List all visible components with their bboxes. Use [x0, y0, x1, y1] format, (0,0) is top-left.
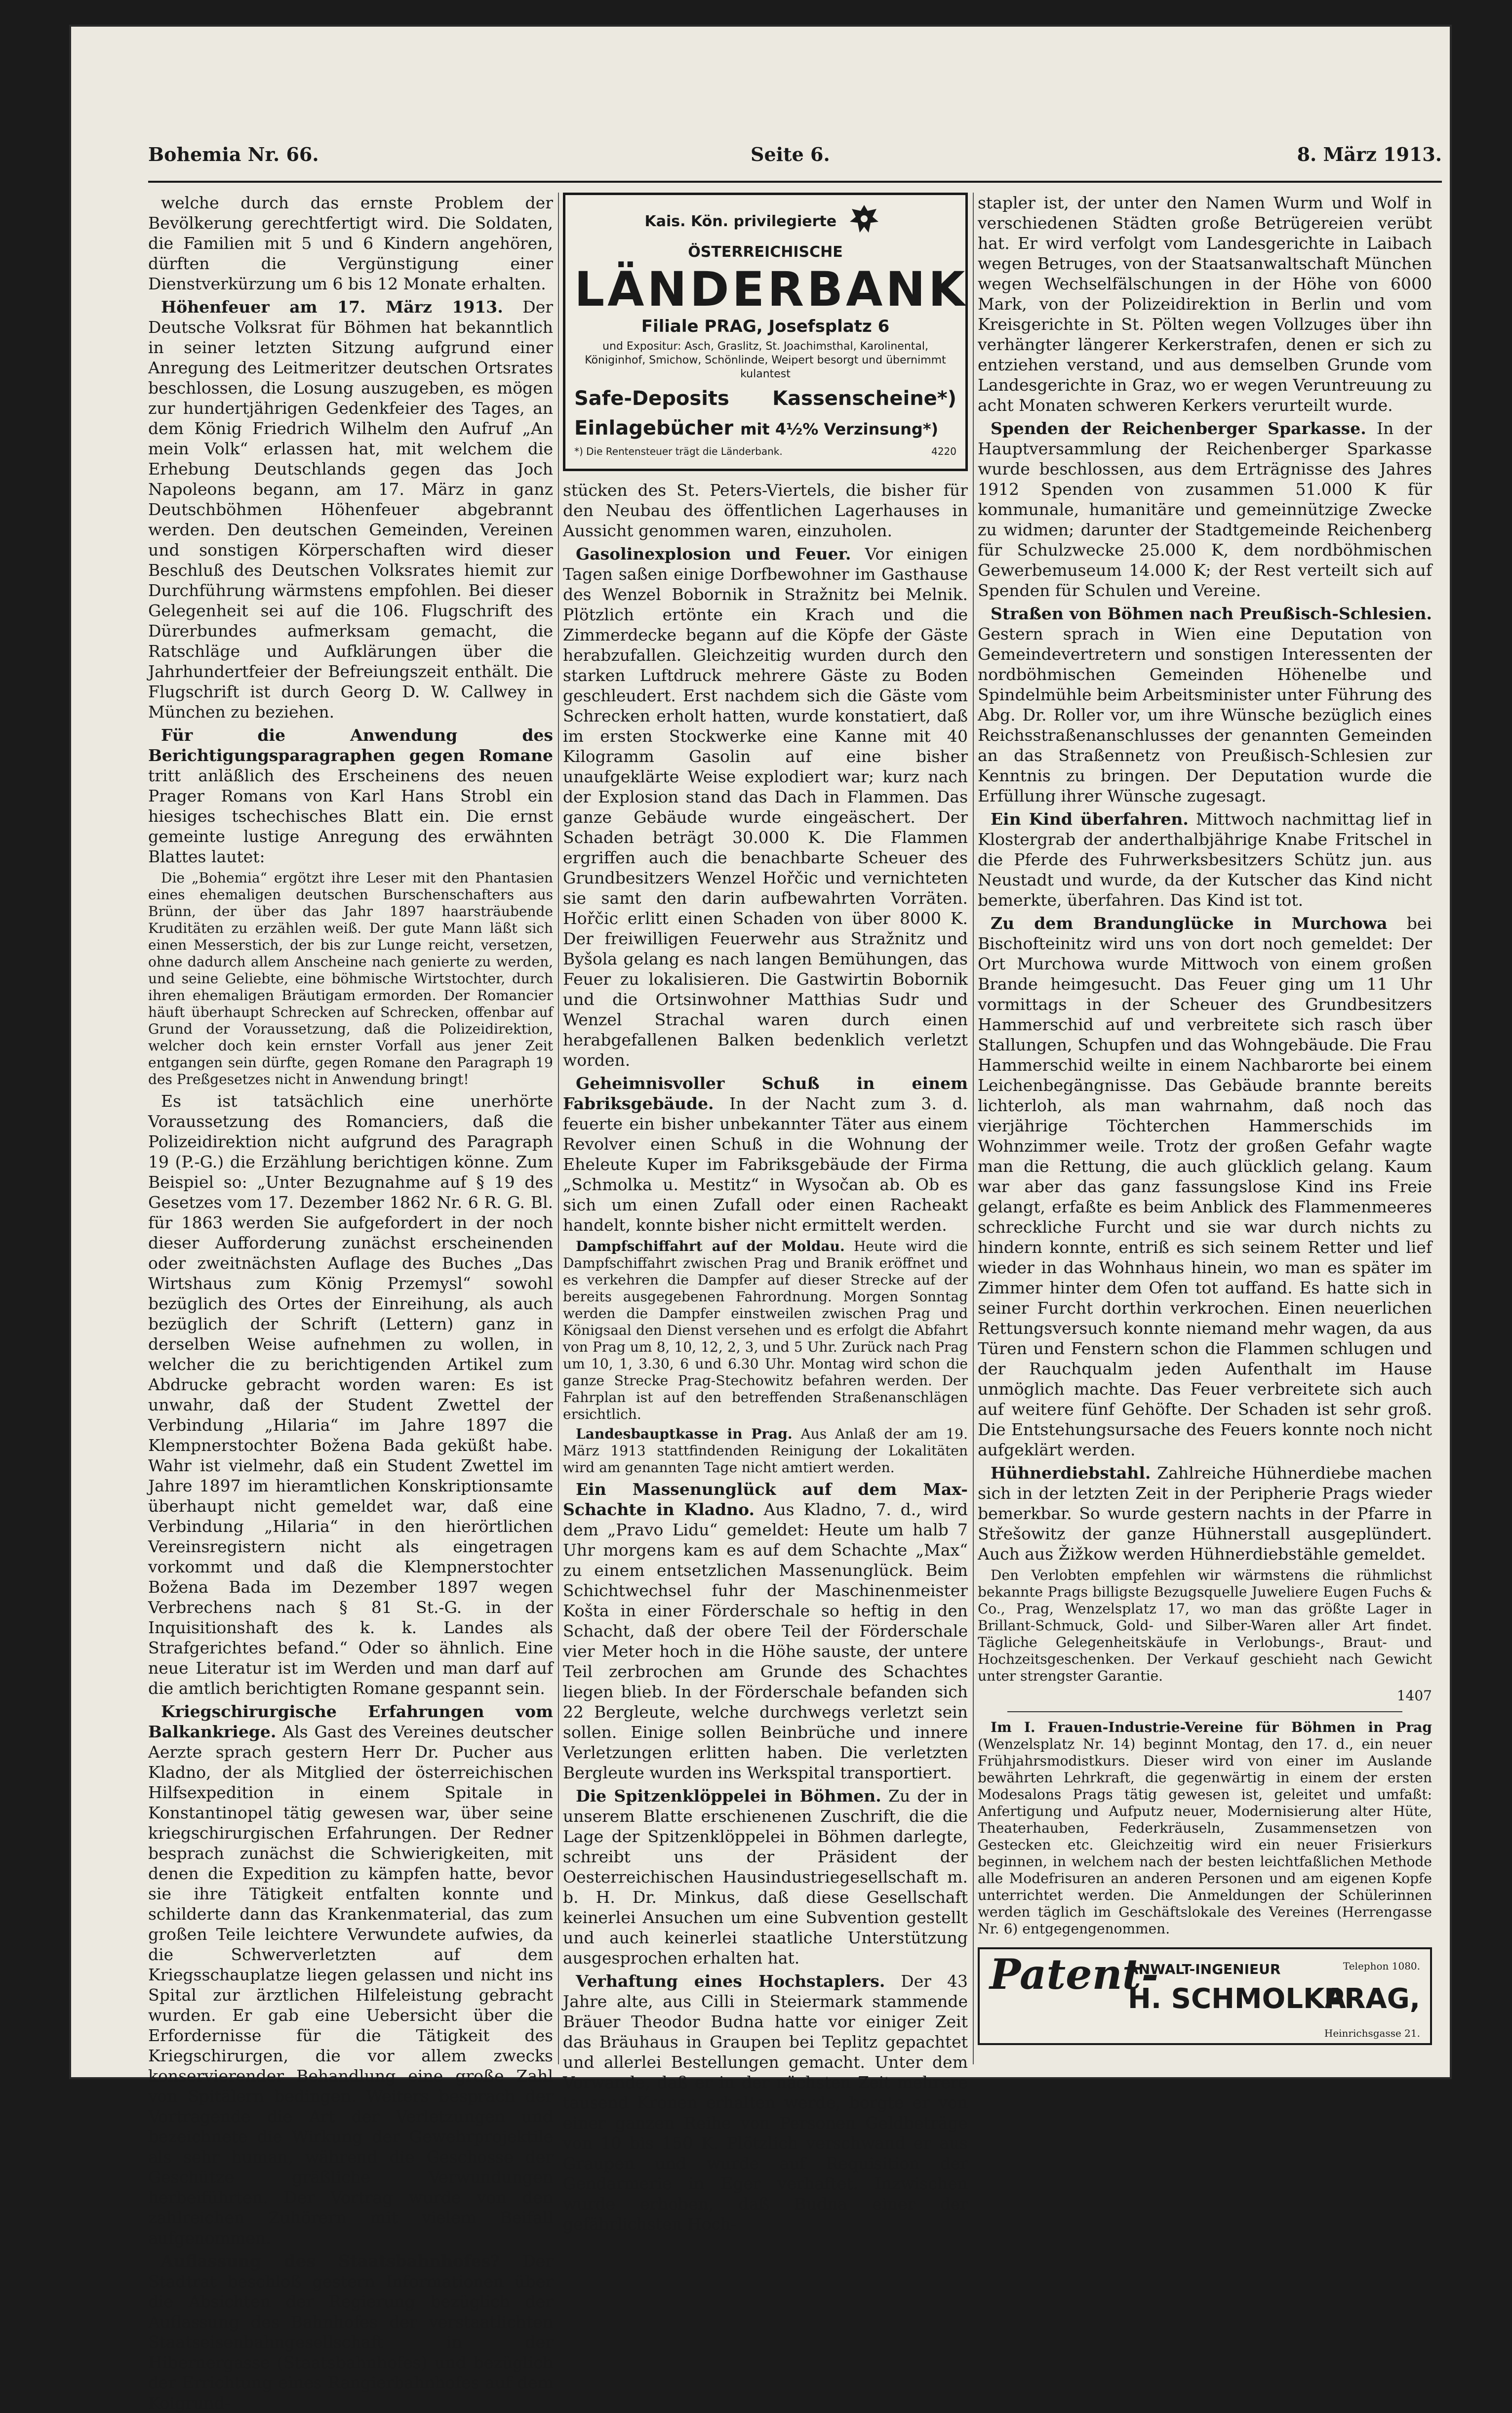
- ad-branch: Filiale PRAG, Josefsplatz 6: [641, 317, 890, 336]
- article-text: Der Stadtrat beschloß gestern Informationen über die Absichten der Regierung bezüglich der Auflassung des Bahnhofes der verstaatlichten Staatseisenbahngesellschaft in der Hibernergasse (Staatsbahnhofes) und bezüglich der Errichtung eines Rangierbahnhofes auf dem Koigrund-: [148, 2252, 553, 2413]
- patent-phone: Telephon 1080.: [1343, 1960, 1420, 1972]
- article-headline: Straßen von Böhmen nach Preußisch-Schlesien.: [991, 604, 1432, 623]
- article-paragraph: [978, 809, 1432, 910]
- ad-bank-name: LÄNDERBANK: [574, 262, 968, 317]
- patent-word: Patent-: [990, 1950, 1159, 1999]
- article-text: In der Hauptversammlung der Reichenberger Sparkasse wurde beschlossen, aus dem Erträgnisse des Jahres 1912 Spenden von zusammen 51.000 K für kommunale, humanitäre und gemeinnützige Zwecke zu widmen; darunter der Stadtgemeinde Reichenberg für Schulzwecke 25.000 K, dem nordböhmischen Gewerbemuseum 14.000 K; der Rest verteilt sich auf Spenden für Schulen und Vereine.: [978, 419, 1432, 600]
- article-paragraph: [978, 913, 1432, 1460]
- column-2: [563, 193, 968, 2234]
- article-text: Vor einigen Tagen saßen einige Dorfbewohner im Gasthause des Wenzel Bobornik in Stražnitz bei Melnik. Plötzlich ertönte ein Krach und die Zimmerdecke begann auf die Köpfe der Gäste herabzufallen. Gleichzeitig wurden durch den starken Luftdruck mehrere Gäste zu Boden geschleudert. Erst nachdem sich die Gäste vom Schrecken erholt hatten, wurde konstatiert, daß im ersten Stockwerke eine Kanne mit 40 Kilogramm Gasolin auf eine bisher unaufgeklärte Weise explodiert war; kurz nach der Explosion stand das Dach in Flammen. Das ganze Gebäude wurde eingeäschert. Der Schaden beträgt 30.000 K. Die Flammen ergriffen auch die benachbarte Scheuer des Grundbesitzers Wenzel Hořčic und vernichteten sie samt den darin aufbewahrten Vorräten. Hořčic erlitt einen Schaden von über 8000 K. Der freiwilligen Feuerwehr aus Stražnitz und Byšola gelang es nach langen Bemühungen, das Feuer zu lokalisieren. Die Gastwirtin Bobornik und die Ortsinwohner Matthias Sudr und Wenzel Strachal waren durch einen herabgefallenen Balken bedenklich verletzt worden.: [563, 544, 968, 1070]
- column-2-text: [563, 480, 968, 2234]
- article-paragraph: [148, 725, 553, 867]
- article-text: bei Bischofteinitz wird uns von dort noch gemeldet: Der Ort Murchowa wurde Mittwoch von einem großen Brande heimgesucht. Das Feuer ging um 11 Uhr vormittags in der Scheuer des Grundbesitzers Hammerschid auf und verbreitete sich rasch über Stallungen, Schupfen und das Wohngebäude. Die Frau Hammerschid weilte in einem Nachbarorte bei einem Leichenbegängnisse. Das Gebäude brannte bereits lichterloh, als man wahrnahm, daß noch das vierjährige Töchterchen Hammerschids im Wohnzimmer weile. Trotz der großen Gefahr wagte man die Rettung, die auch glücklich gelang. Kaum war aber das ganz fassungslose Kind ins Freie gelangt, erfaßte es beim Anblick des Flammenmeeres schreckliche Furcht und sie war durch nichts zu hindern konnte, entriß es sich seinem Retter und lief wieder in das Wohnhaus hinein, wo man es später im Zimmer hinter dem Ofen tot auffand. Es hatte sich in seiner Furcht dorthin verkrochen. Einen neuerlichen Rettungsversuch konnte niemand mehr wagen, da aus Türen und Fenstern schon die Flammen schlugen und der Rauchqualm jeden Aufenthalt im Hause unmöglich machte. Das Feuer verbreitete sich auch auf weitere fünf Gehöfte. Der Schaden ist sehr groß. Die Entstehungsursache des Feuers konnte noch nicht aufgeklärt werden.: [978, 914, 1432, 1459]
- article-headline: Kriegschirurgische Erfahrungen vom Balkankriege.: [148, 1702, 553, 1741]
- article-paragraph: [563, 544, 968, 1070]
- column-3: [978, 193, 1432, 2069]
- article-text: Aus Kladno, 7. d., wird dem „Pravo Lidu“ gemeldet: Heute um halb 7 Uhr morgens kam es auf dem Schachte „Max“ zu einem entsetzlichen Massenunglück. Beim Schichtwechsel fuhr der Maschinenmeister Košta in einer Förderschale so heftig in den Schacht, daß der obere Teil der Förderschale vier Meter hoch in die Höhe sauste, der untere Teil zerbrochen am Grunde des Schachtes liegen blieb. In der Förderschale befanden sich 22 Bergleute, welche durchwegs verletzt sein sollen. Einige sollen Beinbrüche und innere Verletzungen erlitten haben. Die verletzten Bergleute wurden ins Werkspital transportiert.: [563, 1500, 968, 1782]
- article-headline: Für die Anwendung des Berichtigungsparagraphen gegen Romane: [148, 725, 553, 765]
- ad-safe: Safe-Deposits: [574, 387, 729, 410]
- ad-einlage: Einlagebücher: [574, 417, 734, 440]
- article-headline: Spenden der Reichenberger Sparkasse.: [991, 419, 1366, 438]
- separator-rule: [1007, 1711, 1402, 1712]
- article-paragraph: [978, 193, 1432, 415]
- article-text: Aus Anlaß der am 19. März 1913 stattfindenden Reinigung der Lokalitäten wird am genannten Tage nicht amtiert werden.: [563, 1426, 968, 1476]
- patent-name: H. SCHMOLKA: [1128, 1983, 1346, 2015]
- page-header: [148, 143, 1442, 178]
- article-headline: Ein Massenunglück auf dem Max-Schachte in Kladno.: [563, 1480, 968, 1519]
- article-text: Zahlreiche Hühnerdiebe machen sich in der letzten Zeit in der Peripherie Prags wieder bemerkbar. So wurde gestern nachts in der Pfarre in Střešowitz der ganze Hühnerstall ausgeplündert. Auch aus Žižkow werden Hühnerdiebstähle gemeldet.: [978, 1463, 1432, 1564]
- article-text: Der 43 Jahre alte, aus Cilli in Steiermark stammende Bräuer Theodor Budna hatte vor einiger Zeit das Bräuhaus in Graupen bei Teplitz gepachtet und allerlei Bestellungen gemacht. Unter dem Vorwande, daß er in der nächsten Zeit mehrere tausend Kronen erhalten werde, borgte er von einer ganzen Reihe von Personen Geldbeträge von 10 bis 150 K. Plötzlich verschwand er aus Graupen und wurde auf Requisition der Gendarmerie in Eger verhaftet. Inzwischen wurde erhoben, daß Budna einer der gefährlichsten Hoch-: [563, 1971, 968, 2234]
- article-paragraph: [978, 418, 1432, 601]
- eagle-crest-icon: [847, 202, 881, 242]
- article-paragraph: [148, 297, 553, 722]
- column-3-text: [978, 193, 1432, 1937]
- column-1: [148, 193, 553, 2413]
- article-headline: Ein Kind überfahren.: [991, 809, 1189, 829]
- article-text: Als Gast des Vereines deutscher Aerzte sprach gestern Herr Dr. Pucher aus Kladno, der als Mitglied der österreichischen Hilfsexpedition in einem Spitale in Konstantinopel tätig gewesen war, über seine kriegschirurgischen Erfahrungen. Der Redner besprach zunächst die Schwierigkeiten, mit denen die Expedition zu kämpfen hatte, bevor sie ihre Tätigkeit entfalten konnte und schilderte dann das Krankenmaterial, das zum großen Teile leichtere Verwundete aufwies, da die Schwerverletzten auf dem Kriegsschauplatze liegen gelassen und nicht ins Spital zur ärztlichen Hilfeleistung gebracht wurden. Er gab eine Uebersicht über die Erfordernisse für die Tätigkeit des Kriegschirurgen, die vor allem zwecks konservierender Behandlung eine große Zahl von Spitälern bedingen. Weiters besprach der Vortragende die Art der Verletzungen und bezeichnete die Wirkung der Gewehrprojektile als sehr human, während die Geschosse der Geschütze gräßliche Verwundungen herbeiführten. Der Vortrag wurde von den zahlreichen Zuhörern mit vielem Beifall aufgenommen.: [148, 1722, 553, 2248]
- article-text: Mittwoch nachmittag lief in Klostergrab der anderthalbjährige Knabe Fritschel in die Pferde des Fuhrwerksbesitzers Schütz jun. aus Neustadt und wurde, da der Kutscher das Kind nicht bemerkte, überfahren. Das Kind ist tot.: [978, 809, 1432, 910]
- article-paragraph: [563, 1238, 968, 1423]
- article-text: stücken des St. Peters-Viertels, die bisher für den Neubau des öffentlichen Lagerhauses in Aussicht genommen waren, einzuholen.: [563, 481, 968, 540]
- patent-city: PRAG,: [1324, 1983, 1420, 2015]
- article-paragraph: [563, 1971, 968, 2234]
- ad-code: 4220: [931, 445, 956, 457]
- ad-zinsen: mit 4½% Verzinsung*): [740, 420, 939, 439]
- article-paragraph: [148, 2251, 553, 2413]
- article-headline: Landesbauptkasse in Prag.: [576, 1426, 793, 1442]
- article-text: Es ist tatsächlich eine unerhörte Voraussetzung des Romanciers, daß die Polizeidirektion nicht aufgrund des Paragraph 19 (P.-G.) die Erzählung berichtigen könne. Zum Beispiel so: „Unter Bezugnahme auf § 19 des Gesetzes vom 17. Dezember 1862 Nr. 6 R. G. Bl. für 1863 werden Sie aufgefordert in der noch dieser Aufforderung zunächst erscheinenden oder zweitnächsten Auflage des Buches „Das Wirtshaus zum König Przemysl“ sowohl bezüglich des Ortes der Einreihung, als auch bezüglich der Schrift (Lettern) ganz in derselben Weise aufnehmen zu wollen, in welcher die zu berichtigenden Artikel zum Abdrucke gebracht worden waren: Es ist unwahr, daß der Student Zwettel der Verbindung „Hilaria“ im Jahre 1897 die Klempnerstochter Božena Bada geküßt habe. Wahr ist vielmehr, daß ein Student Zwettel im Jahre 1897 im hieramtlichen Konskriptionsamte überhaupt nicht gemeldet war, daß eine Verbindung „Hilaria“ in den hierörtlichen Vereinsregistern nicht als eingetragen vorkommt und daß die Klempnerstochter Božena Bada im Dezember 1897 wegen Verbrechens nach § 81 St.-G. in der Inquisitionshaft des k. k. Landes als Strafgerichtes befand.“ Oder so ähnlich. Eine neue Literatur ist im Werden und man darf auf die amtlich berichtigten Romane gespannt sein.: [148, 1091, 553, 1698]
- article-paragraph: [563, 1479, 968, 1783]
- article-headline: Verhaftung eines Hochstaplers.: [576, 1971, 885, 1991]
- article-headline: Gasolinexplosion und Feuer.: [576, 544, 851, 563]
- article-text: Gestern sprach in Wien eine Deputation von Gemeindevertretern und sonstigen Interessenten der nordböhmischen Gemeinden Höhenelbe und Spindelmühle beim Arbeitsminister unter Führung des Abg. Dr. Roller vor, um ihre Wünsche bezüglich eines Reichsstraßenanschlusses der genannten Gemeinden an das Straßennetz von Preußisch-Schlesien zur Kenntnis zu bringen. Der Deputation wurde die Erfüllung ihrer Wünsche zugesagt.: [978, 624, 1432, 805]
- ad-line-1b: ÖSTERREICHISCHE: [688, 243, 843, 261]
- article-text: Den Verlobten empfehlen wir wärmstens die rühmlichst bekannte Prags billigste Bezugsquelle Juweliere Eugen Fuchs & Co., Prag, Wenzelsplatz 17, wo man das größte Lager in Brillant-Schmuck, Gold- und Silber-Waren aller Art findet. Tägliche Gelegenheitskäufe in Verlobungs-, Braut- und Hochzeitsgeschenken. Der Verkauf geschieht nach Gewicht unter strengster Garantie.: [978, 1567, 1432, 1684]
- article-paragraph: [978, 603, 1432, 806]
- article-paragraph: [148, 193, 553, 294]
- article-headline: Hühnerdiebstahl.: [991, 1463, 1151, 1483]
- article-text: Die „Bohemia“ ergötzt ihre Leser mit den Phantasien eines ehemaligen deutschen Burschenschafters aus Brünn, der über das Jahr 1897 haarsträubende Kruditäten zu erzählen weiß. Der gute Mann läßt sich einen Messerstich, der bis zur Lunge reicht, versetzen, ohne dadurch allem Anscheine nach genierte zu werden, und seine Geliebte, eine böhmische Wirtstochter, durch ihren ehemaligen Bräutigam ermorden. Der Romancier häuft überhaupt Schrecken auf Schrecken, offenbar auf Grund der Voraussetzung, daß die Polizeidirektion, welcher doch kein ernster Vorfall aus jener Zeit entgangen sein dürfte, gegen Romane den Paragraph 19 des Preßgesetzes nicht in Anwendung bringt!: [148, 870, 553, 1087]
- ad-expositur: und Expositur: Asch, Graslitz, St. Joachimsthal, Karolinental, Königinhof, Smichow, Schönlinde, Weipert besorgt und übernimmt kulantest: [585, 340, 946, 380]
- article-paragraph: [148, 1091, 553, 1698]
- article-text: tritt anläßlich des Erscheinens des neuen Prager Romans von Karl Hans Strobl ein hiesiges tschechisches Blatt ein. Die ernst gemeinte lustige Anregung des erwähnten Blattes lautet:: [148, 766, 553, 866]
- ad-line-1: Kais. Kön. privilegierte: [644, 213, 837, 230]
- article-headline: Die Spitzenklöppelei in Böhmen.: [576, 1786, 881, 1806]
- header-masthead: Bohemia Nr. 66.: [148, 143, 319, 165]
- article-text: Der Deutsche Volksrat für Böhmen hat bekanntlich in seiner letzten Sitzung aufgrund einer Anregung des Leitmeritzer deutschen Ortsrates beschlossen, die Losung auszugeben, es mögen zur hundertjährigen Gedenkfeier des Tages, an dem König Friedrich Wilhelm den Aufruf „An mein Volk“ erlassen hat, mit welchem die Erhebung Deutschlands gegen das Joch Napoleons begann, am 17. März in ganz Deutschböhmen Höhenfeuer abgebrannt werden. Den deutschen Gemeinden, Vereinen und sonstigen Körperschaften wird dieser Beschluß des Deutschen Volksrates hiemit zur Durchführung wärmstens empfohlen. Bei dieser Gelegenheit sei auf die 106. Flugschrift des Dürerbundes aufmerksam gemacht, die Ratschläge und Aufklärungen über die Jahrhundertfeier der Befreiungszeit enthält. Die Flugschrift ist durch Georg D. W. Callwey in München zu beziehen.: [148, 297, 553, 722]
- article-paragraph: [563, 1426, 968, 1476]
- article-paragraph: [978, 1688, 1432, 1704]
- article-paragraph: [148, 870, 553, 1088]
- patent-advertisement: [978, 1947, 1432, 2045]
- article-headline: Dampfschiffahrt auf der Moldau.: [576, 1238, 845, 1254]
- ad-kassenscheine: Kassenscheine*): [772, 387, 956, 410]
- article-paragraph: [978, 1719, 1432, 1937]
- article-text: 1407: [1396, 1688, 1432, 1704]
- article-paragraph: [978, 1463, 1432, 1564]
- article-headline: Auflassung des Staatsbahnhofes?: [161, 2252, 500, 2271]
- article-text: Heute wird die Dampfschiffahrt zwischen Prag und Branik eröffnet und es verkehren die Dampfer auf dieser Strecke auf der bereits ausgegebenen Fahrordnung. Morgen Sonntag werden die Dampfer einstweilen zwischen Prag und Königsaal den Dienst versehen und es erfolgt die Abfahrt von Prag um 8, 10, 12, 2, 3, und 5 Uhr. Zurück nach Prag um 10, 1, 3.30, 6 und 6.30 Uhr. Montag wird schon die ganze Strecke Prag-Stechowitz befahren werden. Der Fahrplan ist auf den betreffenden Straßenanschlägen ersichtlich.: [563, 1238, 968, 1422]
- article-paragraph: [563, 1786, 968, 1968]
- article-headline: Im I. Frauen-Industrie-Vereine für Böhmen in Prag: [991, 1719, 1432, 1735]
- column-rule: [558, 193, 559, 2064]
- header-page-number: Seite 6.: [751, 143, 830, 165]
- ad-footnote: *) Die Rentensteuer trägt die Länderbank.: [574, 445, 783, 457]
- article-text: welche durch das ernste Problem der Bevölkerung gerechtfertigt wird. Die Soldaten, die Familien mit 5 und 6 Kindern angehören, dürften die Vergünstigung einer Dienstverkürzung um 6 bis 12 Monate erhalten.: [148, 193, 553, 293]
- article-headline: Höhenfeuer am 17. März 1913.: [161, 297, 503, 317]
- article-text: In der Nacht zum 3. d. feuerte ein bisher unbekannter Täter aus einem Revolver einen Schuß in die Wohnung der Eheleute Kuper im Fabriksgebäude der Firma „Schmolka u. Mestitz“ in Wysočan ab. Ob es sich um einen Zufall oder einen Racheakt handelt, konnte bisher nicht ermittelt werden.: [563, 1094, 968, 1235]
- article-headline: Zu dem Brandunglücke in Murchowa: [991, 914, 1388, 933]
- column-rule: [973, 193, 974, 2064]
- newspaper-page: [69, 25, 1452, 2413]
- article-paragraph: [148, 1701, 553, 2248]
- patent-subtitle: ANWALT-INGENIEUR: [1128, 1961, 1281, 1977]
- article-paragraph: [563, 1073, 968, 1235]
- laenderbank-advertisement: [563, 193, 968, 471]
- article-headline: Geheimnisvoller Schuß in einem Fabriksgebäude.: [563, 1074, 968, 1113]
- article-text: (Wenzelsplatz Nr. 14) beginnt Montag, den 17. d., ein neuer Frühjahrsmodistkurs. Dieser wird von einer im Auslande bewährten Lehrkraft, die gegenwärtig in einem der ersten Modesalons Prags tätig gewesen ist, geleitet und umfaßt: Anfertigung und Aufputz neuer, Modernisierung alter Hüte, Theaterhauben, Federkräuseln, Zusammensetzen von Gestecken etc. Gleichzeitig wird ein neuer Frisierkurs beginnen, in welchem nach der besten leichtfaßlichen Methode alle Modefrisuren an anderen Personen und am eigenen Kopfe unterrichtet werden. Die Anmeldungen der Schülerinnen werden täglich im Geschäftslokale des Vereines (Herrengasse Nr. 6) entgegengenommen.: [978, 1736, 1432, 1937]
- article-paragraph: [978, 1567, 1432, 1685]
- patent-address: Heinrichsgasse 21.: [1324, 2027, 1420, 2039]
- header-rule: [148, 181, 1442, 183]
- article-paragraph: [563, 480, 968, 541]
- article-text: Zu der in unserem Blatte erschienenen Zuschrift, die die Lage der Spitzenklöppelei in Böhmen darlegte, schreibt uns der Präsident der Oesterreichischen Hausindustriegesellschaft m. b. H. Dr. Minkus, daß diese Gesellschaft keinerlei Ansuchen um eine Subvention gestellt und auch keinerlei staatliche Unterstützung ausgesprochen erhalten hat.: [563, 1786, 968, 1968]
- header-date: 8. März 1913.: [1297, 143, 1442, 165]
- article-text: stapler ist, der unter den Namen Wurm und Wolf in verschiedenen Städten große Betrügereien verübt hat. Er wird verfolgt vom Landesgerichte in Laibach wegen Betruges, von der Staatsanwaltschaft München wegen Wechselfälschungen in der Höhe von 6000 Mark, von der Polizeidirektion in Berlin und vom Kreisgerichte in St. Pölten wegen Vollzuges über ihn verhängter längerer Kerkerstrafen, denen er sich zu entziehen verstand, und aus demselben Grunde vom Landesgerichte in Graz, wo er wegen Veruntreuung zu acht Monaten schweren Kerkers verurteilt wurde.: [978, 193, 1432, 415]
